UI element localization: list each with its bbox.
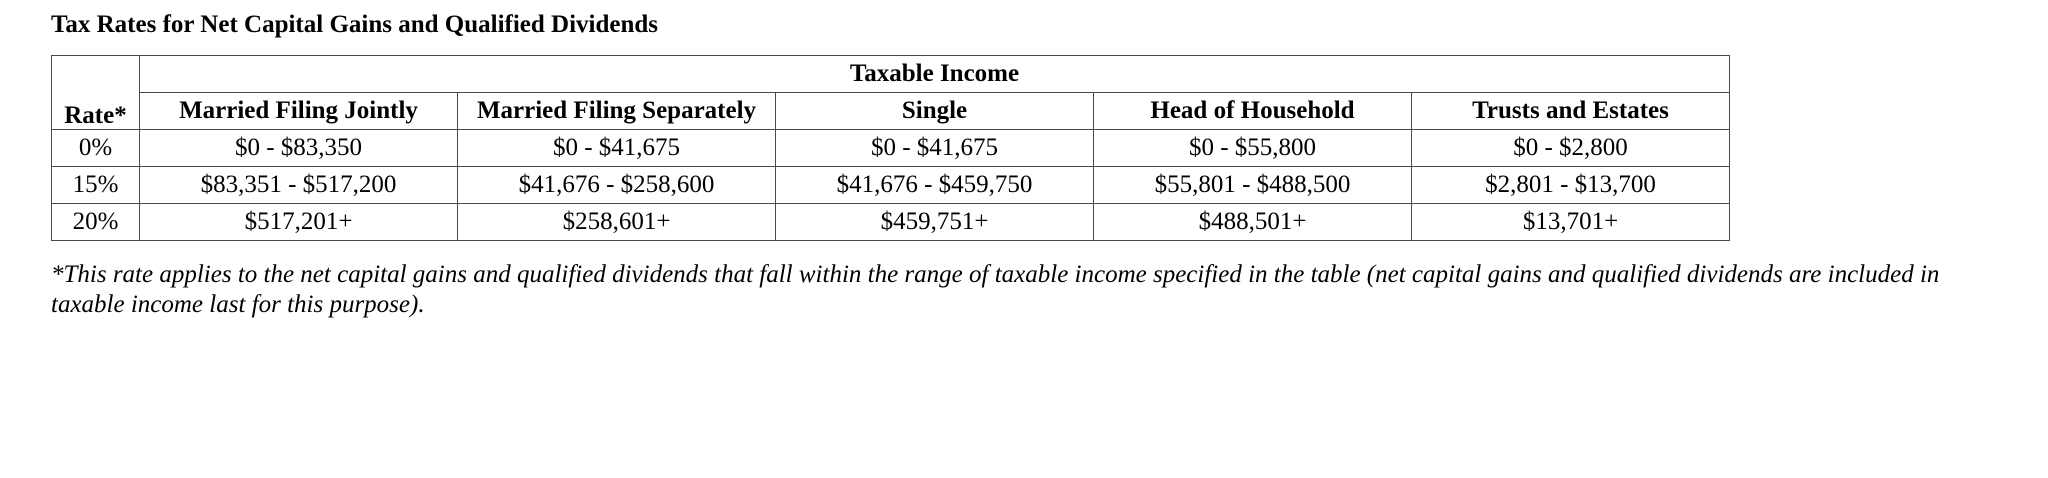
- rate-cell: 20%: [52, 204, 140, 241]
- page-title: Tax Rates for Net Capital Gains and Qualified Dividends: [51, 11, 659, 38]
- column-header-married-filing-jointly: Married Filing Jointly: [140, 93, 458, 130]
- table-row: [52, 130, 1730, 167]
- table-cell: $41,676 - $459,750: [776, 167, 1094, 204]
- table-cell: $55,801 - $488,500: [1094, 167, 1412, 204]
- table-row: [52, 167, 1730, 204]
- column-header-head-of-household: Head of Household: [1094, 93, 1412, 130]
- table-cell: $83,351 - $517,200: [140, 167, 458, 204]
- table-cell: $2,801 - $13,700: [1412, 167, 1730, 204]
- rate-cell: 0%: [52, 130, 140, 167]
- table-header-row-columns: [52, 93, 1730, 130]
- table-header-row-group: [52, 56, 1730, 93]
- taxable-income-group-header: Taxable Income: [140, 56, 1730, 93]
- table-cell: $0 - $41,675: [458, 130, 776, 167]
- table-cell: $459,751+: [776, 204, 1094, 241]
- rate-column-header: Rate*: [52, 56, 140, 130]
- table-cell: $0 - $2,800: [1412, 130, 1730, 167]
- table-cell: $517,201+: [140, 204, 458, 241]
- column-header-married-filing-separately: Married Filing Separately: [458, 93, 776, 130]
- table-cell: $258,601+: [458, 204, 776, 241]
- table-cell: $488,501+: [1094, 204, 1412, 241]
- footnote: *This rate applies to the net capital gains and qualified dividends that fall within the range of taxable income specified in the table (net capital gains and qualified dividends are included in taxable income last for this purpose).: [51, 261, 1940, 318]
- table-cell: $0 - $55,800: [1094, 130, 1412, 167]
- table-row: [52, 204, 1730, 241]
- column-header-trusts-and-estates: Trusts and Estates: [1412, 93, 1730, 130]
- table-cell: $13,701+: [1412, 204, 1730, 241]
- rate-cell: 15%: [52, 167, 140, 204]
- column-header-single: Single: [776, 93, 1094, 130]
- table-cell: $0 - $83,350: [140, 130, 458, 167]
- table-cell: $41,676 - $258,600: [458, 167, 776, 204]
- table-cell: $0 - $41,675: [776, 130, 1094, 167]
- tax-rates-table: [51, 55, 1730, 241]
